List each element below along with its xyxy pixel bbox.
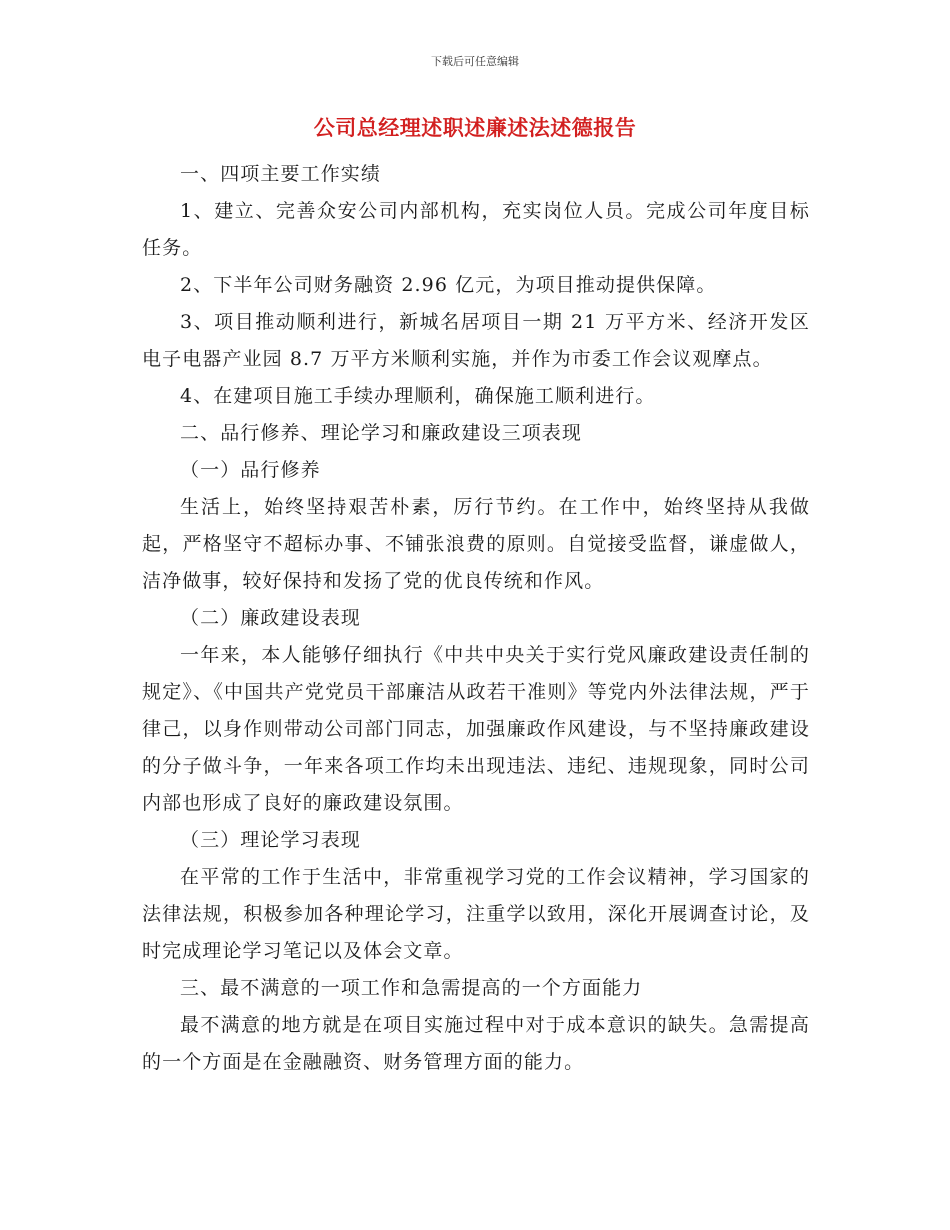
paragraph-item-2: 2、下半年公司财务融资 2.96 亿元，为项目推动提供保障。 (180, 274, 717, 296)
header-note: 下载后可任意编辑 (431, 55, 519, 68)
document-body (142, 156, 810, 1081)
subsection-heading-2: （二）廉政建设表现 (180, 607, 361, 629)
section-heading-3: 三、最不满意的一项工作和急需提高的一个方面能力 (180, 977, 643, 999)
paragraph-study: 在平常的工作于生活中，非常重视学习党的工作会议精神，学习国家的法律法规，积极参加各种理论学习，注重学以致用，深化开展调查讨论，及时完成理论学习笔记以及体会文章。 (142, 866, 810, 962)
paragraph-integrity: 一年来，本人能够仔细执行《中共中央关于实行党风廉政建设责任制的规定》、《中国共产党党员干部廉洁从政若干准则》等党内外法律法规，严于律己，以身作则带动公司部门同志，加强廉政作风建设，与不坚持廉政建设的分子做斗争，一年来各项工作均未出现违法、违纪、违规现象，同时公司内部也形成了良好的廉政建设氛围。 (142, 644, 810, 814)
section-heading-2: 二、品行修养、理论学习和廉政建设三项表现 (180, 422, 583, 444)
paragraph-item-4: 4、在建项目施工手续办理顺利，确保施工顺利进行。 (180, 385, 656, 407)
paragraph-item-3: 3、项目推动顺利进行，新城名居项目一期 21 万平方米、经济开发区电子电器产业园 8.7 万平方米顺利实施，并作为市委工作会议观摩点。 (142, 311, 810, 370)
subsection-heading-3: （三）理论学习表现 (180, 829, 361, 851)
document-title: 公司总经理述职述廉述法述德报告 (313, 116, 637, 140)
section-heading-1: 一、四项主要工作实绩 (180, 163, 382, 185)
paragraph-item-1: 1、建立、完善众安公司内部机构，充实岗位人员。完成公司年度目标任务。 (142, 200, 810, 259)
paragraph-improvement: 最不满意的地方就是在项目实施过程中对于成本意识的缺失。急需提高的一个方面是在金融融资、财务管理方面的能力。 (142, 1014, 810, 1073)
paragraph-conduct: 生活上，始终坚持艰苦朴素，厉行节约。在工作中，始终坚持从我做起，严格坚守不超标办事、不铺张浪费的原则。自觉接受监督，谦虚做人，洁净做事，较好保持和发扬了党的优良传统和作风。 (142, 496, 810, 592)
subsection-heading-1: （一）品行修养 (180, 459, 321, 481)
